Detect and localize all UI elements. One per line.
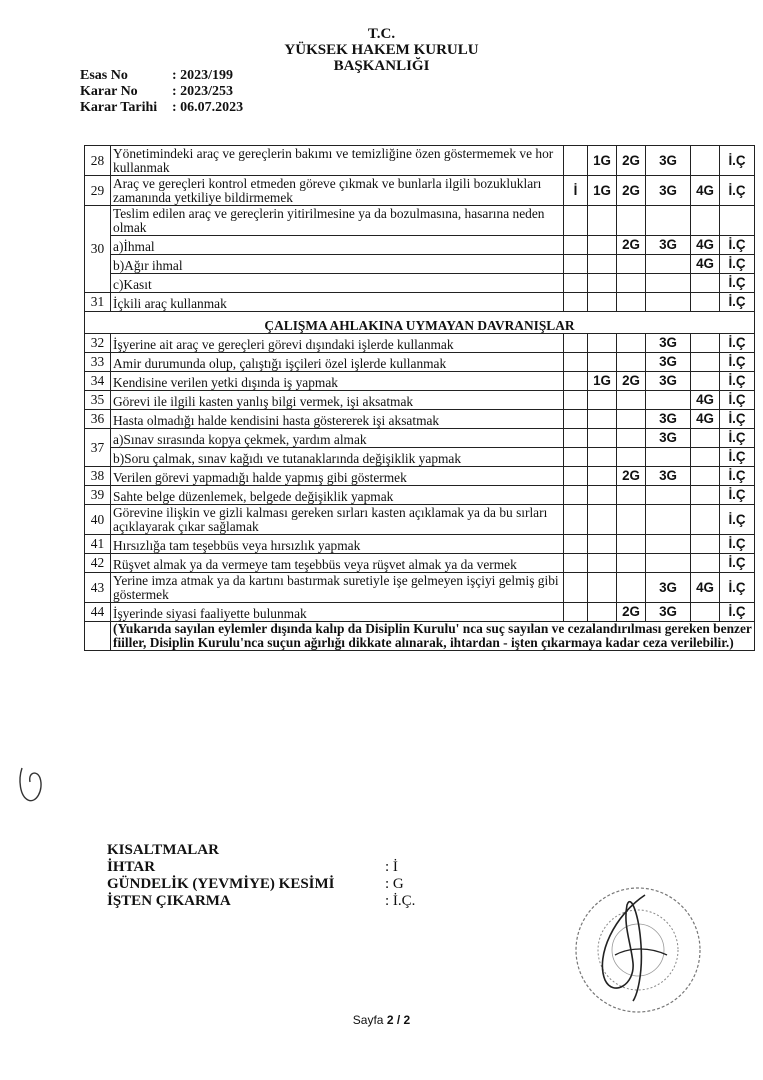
note-spacer bbox=[85, 622, 111, 651]
penalty-cell bbox=[564, 391, 588, 410]
meta-value: : 06.07.2023 bbox=[172, 100, 244, 115]
penalty-cell bbox=[617, 486, 646, 505]
penalty-cell bbox=[588, 505, 617, 535]
penalty-cell bbox=[617, 573, 646, 603]
penalty-cell: 3G bbox=[646, 467, 691, 486]
page-number bbox=[0, 1013, 763, 1027]
penalty-cell: İ.Ç bbox=[720, 603, 755, 622]
penalty-table bbox=[84, 145, 755, 651]
penalty-cell bbox=[691, 334, 720, 353]
penalty-cell: 2G bbox=[617, 372, 646, 391]
table-row bbox=[85, 353, 755, 372]
penalty-cell bbox=[588, 603, 617, 622]
penalty-cell bbox=[564, 535, 588, 554]
penalty-cell bbox=[564, 505, 588, 535]
table-row bbox=[85, 391, 755, 410]
penalty-cell: 4G bbox=[691, 573, 720, 603]
penalty-cell: 2G bbox=[617, 176, 646, 206]
row-number: 30 bbox=[85, 206, 111, 293]
penalty-cell bbox=[646, 554, 691, 573]
penalty-cell: 1G bbox=[588, 146, 617, 176]
penalty-cell: İ.Ç bbox=[720, 448, 755, 467]
row-description: a)İhmal bbox=[111, 236, 564, 255]
penalty-cell bbox=[588, 573, 617, 603]
penalty-cell: İ.Ç bbox=[720, 176, 755, 206]
penalty-cell bbox=[564, 372, 588, 391]
row-number: 33 bbox=[85, 353, 111, 372]
row-description: İşyerinde siyasi faaliyette bulunmak bbox=[111, 603, 564, 622]
penalty-cell bbox=[588, 293, 617, 312]
row-number: 28 bbox=[85, 146, 111, 176]
abbr-value: : İ.Ç. bbox=[385, 893, 416, 909]
penalty-cell bbox=[564, 573, 588, 603]
penalty-cell bbox=[691, 274, 720, 293]
row-number: 35 bbox=[85, 391, 111, 410]
row-description: Araç ve gereçleri kontrol etmeden göreve çıkmak ve bunlarla ilgili bozuklukları zamanında yetkiliye bildirmemek bbox=[111, 176, 564, 206]
case-meta bbox=[80, 68, 243, 116]
meta-label: Karar Tarihi bbox=[80, 100, 158, 115]
penalty-cell bbox=[646, 274, 691, 293]
penalty-cell: İ.Ç bbox=[720, 255, 755, 274]
row-description: İçkili araç kullanmak bbox=[111, 293, 564, 312]
table-row bbox=[85, 146, 755, 176]
note-row bbox=[85, 622, 755, 651]
row-description: a)Sınav sırasında kopya çekmek, yardım almak bbox=[111, 429, 564, 448]
meta-label: Karar No bbox=[80, 84, 138, 99]
table-subrow bbox=[85, 429, 755, 448]
abbr-value: : İ bbox=[385, 859, 398, 875]
penalty-cell: İ.Ç bbox=[720, 236, 755, 255]
table-row bbox=[85, 206, 755, 236]
penalty-cell: 3G bbox=[646, 176, 691, 206]
penalty-cell: İ.Ç bbox=[720, 486, 755, 505]
row-number: 42 bbox=[85, 554, 111, 573]
penalty-cell bbox=[646, 293, 691, 312]
penalty-cell bbox=[588, 206, 617, 236]
table-row bbox=[85, 603, 755, 622]
penalty-cell bbox=[617, 293, 646, 312]
row-number: 38 bbox=[85, 467, 111, 486]
penalty-cell bbox=[617, 429, 646, 448]
abbreviations-title: KISALTMALAR bbox=[107, 842, 219, 858]
penalty-cell bbox=[564, 429, 588, 448]
page-value: 2 / 2 bbox=[386, 1013, 411, 1027]
row-description: Hasta olmadığı halde kendisini hasta göstererek işi aksatmak bbox=[111, 410, 564, 429]
penalty-cell bbox=[588, 467, 617, 486]
row-description: b)Soru çalmak, sınav kağıdı ve tutanaklarında değişiklik yapmak bbox=[111, 448, 564, 467]
table-row bbox=[85, 410, 755, 429]
row-number: 40 bbox=[85, 505, 111, 535]
penalty-cell: İ.Ç bbox=[720, 535, 755, 554]
table-subrow bbox=[85, 236, 755, 255]
penalty-cell: 3G bbox=[646, 334, 691, 353]
row-description: Hırsızlığa tam teşebbüs veya hırsızlık yapmak bbox=[111, 535, 564, 554]
table-row bbox=[85, 535, 755, 554]
abbr-label: İHTAR bbox=[107, 859, 156, 875]
table-row bbox=[85, 486, 755, 505]
penalty-cell: 3G bbox=[646, 146, 691, 176]
penalty-cell: 2G bbox=[617, 603, 646, 622]
penalty-cell bbox=[564, 486, 588, 505]
abbr-label: GÜNDELİK (YEVMİYE) KESİMİ bbox=[107, 876, 335, 892]
header-institution: YÜKSEK HAKEM KURULU bbox=[284, 42, 479, 58]
row-description: Teslim edilen araç ve gereçlerin yitirilmesine ya da bozulmasına, hasarına neden olmak bbox=[111, 206, 564, 236]
penalty-cell: 4G bbox=[691, 391, 720, 410]
disciplinary-note: (Yukarıda sayılan eylemler dışında kalıp da Disiplin Kurulu' nca suç sayılan ve cezalandırılması gereken benzer fiiller, Disiplin Kurulu'nca suçun ağırlığı dikkate alınarak, ihtardan - işten çıkarmaya kadar ceza verilebilir.) bbox=[111, 622, 755, 651]
penalty-cell: 4G bbox=[691, 176, 720, 206]
table-subrow bbox=[85, 255, 755, 274]
penalty-cell: İ.Ç bbox=[720, 573, 755, 603]
penalty-cell bbox=[617, 274, 646, 293]
penalty-cell bbox=[588, 448, 617, 467]
table-row bbox=[85, 467, 755, 486]
penalty-cell: İ.Ç bbox=[720, 505, 755, 535]
penalty-cell bbox=[691, 535, 720, 554]
penalty-cell: İ.Ç bbox=[720, 391, 755, 410]
penalty-cell bbox=[564, 206, 588, 236]
penalty-cell bbox=[588, 353, 617, 372]
row-number: 41 bbox=[85, 535, 111, 554]
penalty-cell: 3G bbox=[646, 353, 691, 372]
meta-value: : 2023/253 bbox=[172, 84, 234, 99]
abbr-label: İŞTEN ÇIKARMA bbox=[107, 893, 231, 909]
penalty-cell: 3G bbox=[646, 372, 691, 391]
table-row bbox=[85, 554, 755, 573]
row-description: Rüşvet almak ya da vermeye tam teşebbüs veya rüşvet almak ya da vermek bbox=[111, 554, 564, 573]
penalty-cell: İ.Ç bbox=[720, 353, 755, 372]
penalty-cell bbox=[691, 486, 720, 505]
penalty-cell bbox=[617, 554, 646, 573]
row-description: Görevi ile ilgili kasten yanlış bilgi vermek, işi aksatmak bbox=[111, 391, 564, 410]
penalty-cell bbox=[588, 334, 617, 353]
penalty-cell bbox=[646, 486, 691, 505]
penalty-cell: 2G bbox=[617, 146, 646, 176]
meta-label: Esas No bbox=[80, 68, 128, 83]
penalty-cell bbox=[564, 334, 588, 353]
table-row bbox=[85, 573, 755, 603]
penalty-cell bbox=[564, 255, 588, 274]
penalty-cell bbox=[564, 448, 588, 467]
penalty-cell bbox=[564, 274, 588, 293]
penalty-cell: İ bbox=[564, 176, 588, 206]
penalty-cell: İ.Ç bbox=[720, 372, 755, 391]
penalty-cell: İ.Ç bbox=[720, 410, 755, 429]
penalty-cell: 3G bbox=[646, 573, 691, 603]
table-row bbox=[85, 334, 755, 353]
penalty-cell bbox=[564, 554, 588, 573]
penalty-cell bbox=[617, 255, 646, 274]
penalty-cell bbox=[691, 353, 720, 372]
penalty-cell bbox=[588, 274, 617, 293]
penalty-cell bbox=[564, 353, 588, 372]
penalty-cell bbox=[691, 505, 720, 535]
penalty-cell: 3G bbox=[646, 603, 691, 622]
penalty-cell: 3G bbox=[646, 236, 691, 255]
penalty-cell bbox=[588, 391, 617, 410]
penalty-cell bbox=[617, 448, 646, 467]
penalty-cell bbox=[691, 448, 720, 467]
penalty-cell bbox=[564, 467, 588, 486]
section-row bbox=[85, 312, 755, 334]
table-row bbox=[85, 372, 755, 391]
row-number: 44 bbox=[85, 603, 111, 622]
penalty-cell bbox=[588, 236, 617, 255]
penalty-cell bbox=[617, 353, 646, 372]
row-number: 34 bbox=[85, 372, 111, 391]
row-number: 43 bbox=[85, 573, 111, 603]
penalty-cell bbox=[691, 293, 720, 312]
penalty-cell bbox=[617, 206, 646, 236]
penalty-cell bbox=[617, 391, 646, 410]
row-number: 37 bbox=[85, 429, 111, 467]
penalty-cell: 3G bbox=[646, 410, 691, 429]
penalty-cell: 2G bbox=[617, 467, 646, 486]
penalty-cell bbox=[588, 486, 617, 505]
penalty-cell: 1G bbox=[588, 372, 617, 391]
page-prefix: Sayfa bbox=[352, 1013, 387, 1027]
row-number: 32 bbox=[85, 334, 111, 353]
penalty-cell bbox=[588, 554, 617, 573]
row-description: Verilen görevi yapmadığı halde yapmış gibi göstermek bbox=[111, 467, 564, 486]
row-description: İşyerine ait araç ve gereçleri görevi dışındaki işlerde kullanmak bbox=[111, 334, 564, 353]
row-description: Yerine imza atmak ya da kartını bastırmak suretiyle işe gelmeyen işçiyi gelmiş gibi göstermek bbox=[111, 573, 564, 603]
row-description: Amir durumunda olup, çalıştığı işçileri özel işlerde kullanmak bbox=[111, 353, 564, 372]
penalty-cell: 1G bbox=[588, 176, 617, 206]
penalty-cell bbox=[564, 236, 588, 255]
penalty-cell bbox=[691, 372, 720, 391]
row-description: b)Ağır ihmal bbox=[111, 255, 564, 274]
penalty-cell: İ.Ç bbox=[720, 334, 755, 353]
penalty-cell bbox=[646, 391, 691, 410]
penalty-cell: 3G bbox=[646, 429, 691, 448]
penalty-cell bbox=[691, 467, 720, 486]
penalty-cell bbox=[691, 429, 720, 448]
row-description: Yönetimindeki araç ve gereçlerin bakımı ve temizliğine özen göstermemek ve hor kullanmak bbox=[111, 146, 564, 176]
penalty-cell bbox=[617, 535, 646, 554]
penalty-cell bbox=[564, 293, 588, 312]
initial-mark bbox=[14, 760, 50, 806]
table-row bbox=[85, 505, 755, 535]
penalty-cell bbox=[720, 206, 755, 236]
row-number: 39 bbox=[85, 486, 111, 505]
penalty-cell bbox=[617, 410, 646, 429]
penalty-cell bbox=[588, 255, 617, 274]
penalty-cell bbox=[646, 255, 691, 274]
table-subrow bbox=[85, 274, 755, 293]
penalty-cell: 4G bbox=[691, 236, 720, 255]
penalty-cell: 4G bbox=[691, 410, 720, 429]
meta-value: : 2023/199 bbox=[172, 68, 234, 83]
table-row bbox=[85, 176, 755, 206]
penalty-cell: İ.Ç bbox=[720, 274, 755, 293]
penalty-cell bbox=[646, 206, 691, 236]
penalty-cell bbox=[617, 334, 646, 353]
penalty-cell: İ.Ç bbox=[720, 146, 755, 176]
penalty-cell: İ.Ç bbox=[720, 293, 755, 312]
row-description: Kendisine verilen yetki dışında iş yapmak bbox=[111, 372, 564, 391]
penalty-cell bbox=[564, 603, 588, 622]
row-description: c)Kasıt bbox=[111, 274, 564, 293]
header-tc: T.C. bbox=[367, 26, 396, 42]
row-description: Görevine ilişkin ve gizli kalması gereken sırları kasten açıklamak ya da bu sırları açıklayarak çıkar sağlamak bbox=[111, 505, 564, 535]
penalty-cell bbox=[564, 410, 588, 429]
penalty-cell bbox=[617, 505, 646, 535]
penalty-cell bbox=[646, 448, 691, 467]
row-description: Sahte belge düzenlemek, belgede değişiklik yapmak bbox=[111, 486, 564, 505]
row-number: 31 bbox=[85, 293, 111, 312]
header-presidency: BAŞKANLIĞI bbox=[333, 58, 430, 74]
signature bbox=[575, 885, 685, 1005]
penalty-cell bbox=[691, 603, 720, 622]
penalty-cell bbox=[588, 535, 617, 554]
table-row bbox=[85, 293, 755, 312]
row-number: 36 bbox=[85, 410, 111, 429]
penalty-cell: İ.Ç bbox=[720, 467, 755, 486]
penalty-cell bbox=[588, 429, 617, 448]
penalty-cell bbox=[691, 554, 720, 573]
penalty-cell: 4G bbox=[691, 255, 720, 274]
abbreviations bbox=[107, 842, 415, 910]
penalty-cell bbox=[588, 410, 617, 429]
penalty-cell bbox=[691, 206, 720, 236]
penalty-cell bbox=[564, 146, 588, 176]
abbr-value: : G bbox=[385, 876, 404, 892]
penalty-cell bbox=[691, 146, 720, 176]
penalty-cell bbox=[646, 505, 691, 535]
penalty-cell bbox=[646, 535, 691, 554]
row-number: 29 bbox=[85, 176, 111, 206]
table-subrow bbox=[85, 448, 755, 467]
penalty-cell: İ.Ç bbox=[720, 554, 755, 573]
section-title: ÇALIŞMA AHLAKINA UYMAYAN DAVRANIŞLAR bbox=[85, 312, 755, 334]
penalty-cell: İ.Ç bbox=[720, 429, 755, 448]
penalty-cell: 2G bbox=[617, 236, 646, 255]
